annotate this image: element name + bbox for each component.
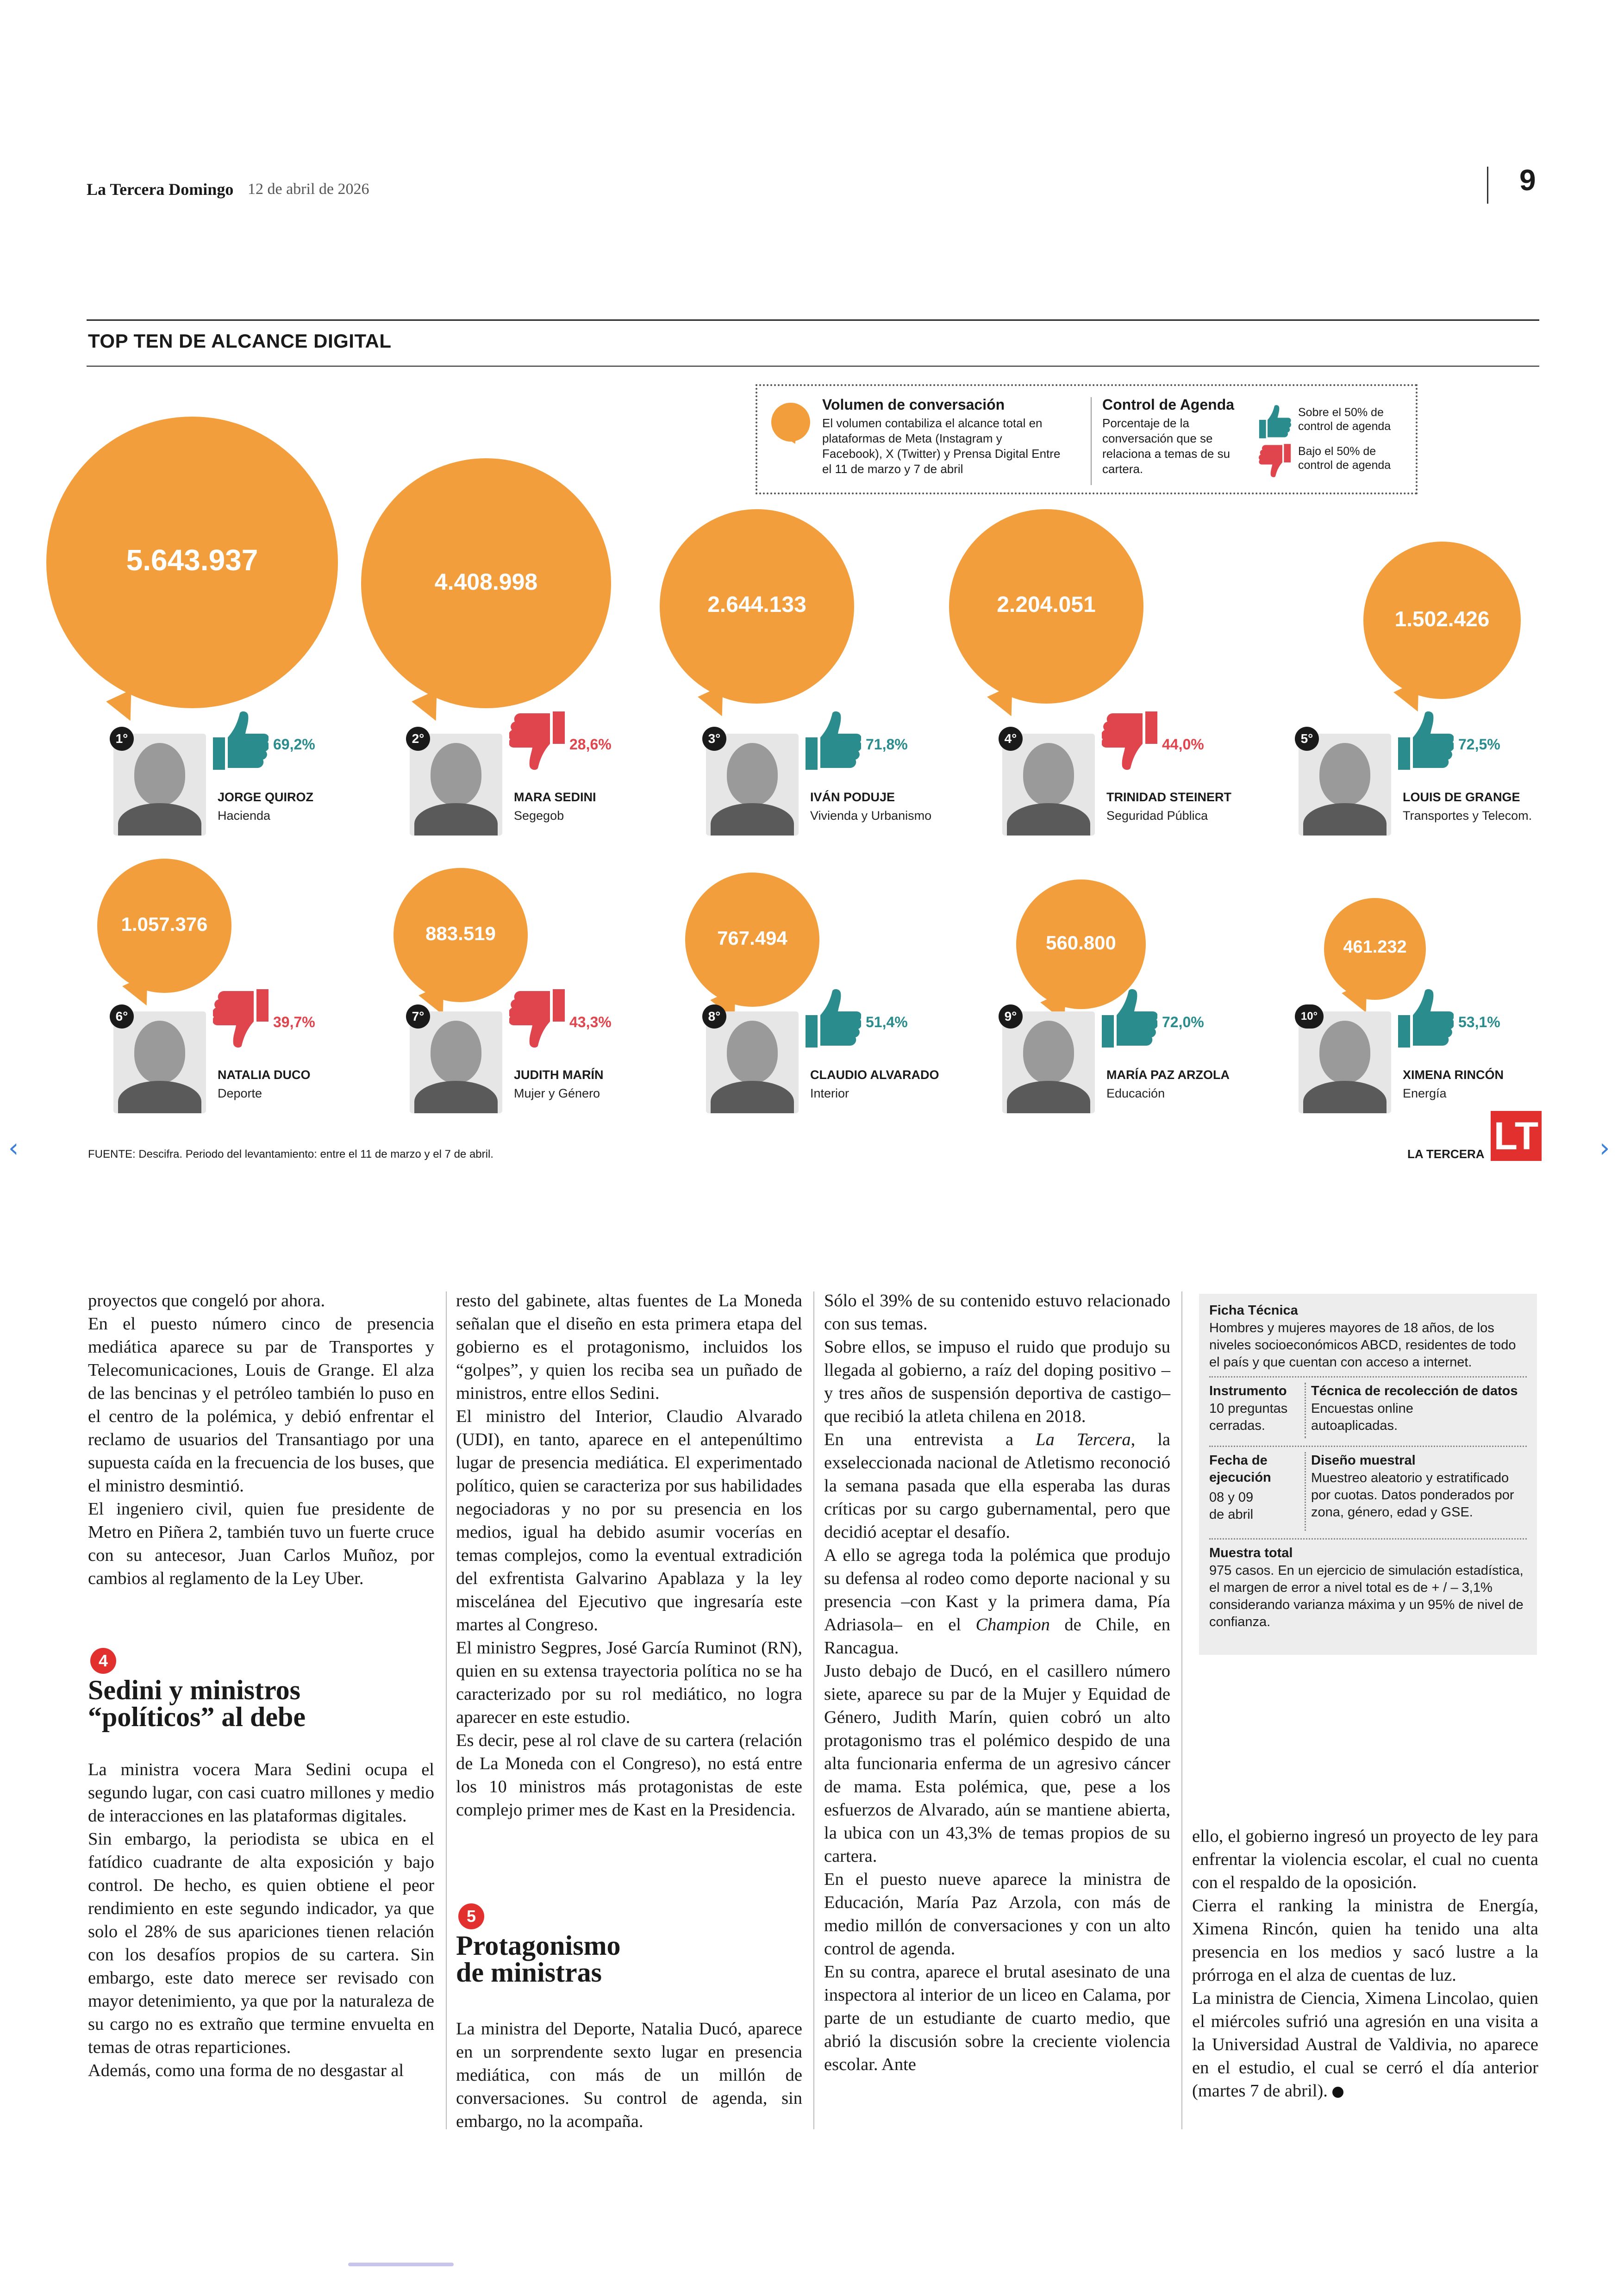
conversation-volume-value: 2.644.133 (707, 592, 806, 617)
conversation-volume-value: 883.519 (425, 922, 496, 944)
paragraph: ello, el gobierno ingresó un proyecto de ley para enfrentar la violencia escolar, el cual no cuenta con el respaldo de la oposición. (1192, 1827, 1538, 1892)
agenda-control-percent: 39,7% (273, 1014, 315, 1030)
legend-divider (1091, 397, 1092, 485)
ficha-instrument-value: 10 preguntas cerradas. (1209, 1401, 1288, 1433)
minister-portfolio: Energía (1403, 1086, 1447, 1100)
la-tercera-logo: LT (1491, 1111, 1542, 1161)
agenda-control-percent: 44,0% (1162, 736, 1204, 753)
column-divider (813, 1291, 814, 2129)
conversation-volume-value: 560.800 (1046, 931, 1116, 954)
conversation-volume-value: 767.494 (717, 927, 787, 949)
ficha-description: Hombres y mujeres mayores de 18 años, de los niveles socioeconómicos ABCD, residentes de todo el país y que cuentan con acceso a internet. (1209, 1321, 1516, 1370)
rank-badge: 6° (110, 1004, 134, 1029)
newspaper-name: La Tercera Domingo (87, 180, 234, 199)
paragraph: Sobre ellos, se impuso el ruido que produjo su llegada al gobierno, a raíz del doping positivo –y tres años de suspensión deportiva de castigo– que recibió la atleta chilena en 2018. (824, 1337, 1170, 1426)
newspaper-title-italic: La Tercera (1036, 1430, 1131, 1449)
minister-portfolio: Transportes y Telecom. (1403, 809, 1532, 823)
page-number: 9 (1519, 163, 1536, 197)
rank-badge: 4° (999, 727, 1023, 751)
paragraph (1192, 1987, 1538, 2102)
section-heading (88, 1677, 434, 1730)
paragraph: El ingeniero civil, quien fue presidente de Metro en Piñera 2, también tuvo un fuerte cruce con su antecesor, Juan Carlos Muñoz, por cambios al reglamento de la Ley Uber. (88, 1499, 434, 1588)
section-number-badge: 4 (90, 1648, 116, 1674)
minister-name: NATALIA DUCO (218, 1068, 311, 1082)
paragraph: Sin embargo, la periodista se ubica en el fatídico cuadrante de alta exposición y bajo control. De hecho, es quien obtiene el peor rendimiento en este segundo indicador, ya que solo el 28% de sus apariciones tienen relación con los desafíos propios de su cartera. Sin embargo, este dato merece ser revisado con mayor detenimiento, ya que por la naturaleza de su cargo no es extraño que termine envuelta en temas de otras reparticiones. (88, 1829, 434, 2057)
article-column-1 (88, 1289, 434, 1590)
article-column-2-continued (456, 2017, 802, 2133)
legend-control-title: Control de Agenda (1102, 396, 1235, 413)
legend-volume-title: Volumen de conversación (822, 396, 1005, 413)
paragraph (824, 1428, 1170, 1544)
conversation-volume-value: 2.204.051 (997, 592, 1096, 617)
thumbs-up-icon (806, 988, 861, 1048)
ficha-technique-value: Encuestas online autoaplicadas. (1311, 1401, 1413, 1433)
conversation-volume-value: 5.643.937 (126, 543, 258, 577)
rank-badge: 8° (702, 1004, 726, 1029)
paragraph: En su contra, aparece el brutal asesinato de una inspectora al interior de un liceo en Calama, por parte de un estudiante de cuarto medio, que abrió la discusión sobre la creciente violencia escolar. Ante (824, 1962, 1170, 2074)
section-heading-line: Protagonismo (456, 1930, 621, 1961)
paragraph: La ministra del Deporte, Natalia Ducó, aparece en un sorprendente sexto lugar en presencia mediática, con más de un millón de conversaciones. Su control de agenda, sin embargo, no la acompaña. (456, 2019, 802, 2131)
ficha-vertical-divider (1305, 1452, 1306, 1531)
agenda-control-percent: 69,2% (273, 736, 315, 753)
thumbs-up-icon (1398, 711, 1454, 771)
section-heading-line: de ministras (456, 1957, 602, 1988)
rank-badge: 1° (110, 727, 134, 751)
paragraph: El ministro del Interior, Claudio Alvarado (UDI), en tanto, aparece en el antepenúltimo lugar de presencia mediática. El experimentado político, quien se caracteriza por sus habilidades negociadoras y no por su presencia en los medios, igual ha debido asumir vocerías en temas complejos, como la eventual extradición del exfrentista Galvarino Apablaza y la ley miscelánea del Ejecutivo que ingresaría este martes al Congreso. (456, 1407, 802, 1634)
section-number-badge: 5 (458, 1903, 484, 1929)
legend-above-50-text: Sobre el 50% de control de agenda (1298, 406, 1391, 433)
paragraph: En el puesto nueve aparece la ministra de Educación, María Paz Arzola, con más de medio millón de conversaciones y con un alto control de agenda. (824, 1870, 1170, 1958)
agenda-control-percent: 72,0% (1162, 1014, 1204, 1030)
ficha-vertical-divider (1305, 1383, 1306, 1438)
ficha-divider (1209, 1446, 1527, 1447)
article-column-4 (1192, 1825, 1538, 2102)
ficha-date-heading: Fecha de ejecución (1209, 1453, 1271, 1485)
text-run: de Chile, en Rancagua. (824, 1615, 1170, 1658)
legend-below-50-text: Bajo el 50% de control de agenda (1298, 445, 1391, 472)
thumbs-up-icon (1258, 405, 1292, 441)
column-divider (1181, 1291, 1182, 2129)
paragraph: Justo debajo de Ducó, en el casillero número siete, aparece su par de la Mujer y Equidad de Género, Judith Marín, quien cobró un alto protagonismo tras el polémico despido de una alta funcionaria enferma de un agresivo cáncer de mama. Esta polémica, que, pese a los esfuerzos de Alvarado, aún se mantiene abierta, la ubica con un 43,3% de temas propios de su cartera. (824, 1661, 1170, 1866)
ficha-title: Ficha Técnica (1209, 1303, 1298, 1318)
ficha-divider (1209, 1538, 1527, 1540)
issue-date: 12 de abril de 2026 (248, 181, 369, 198)
article-column-3 (824, 1289, 1170, 2076)
infographic-top-rule (87, 319, 1539, 321)
paragraph (824, 1544, 1170, 1659)
event-name-italic: Champion (975, 1615, 1050, 1634)
ficha-design-heading: Diseño muestral (1311, 1453, 1416, 1468)
paragraph: La ministra vocera Mara Sedini ocupa el segundo lugar, con casi cuatro millones y medio de interacciones en las plataformas digitales. (88, 1760, 434, 1826)
conversation-volume-value: 1.502.426 (1394, 607, 1490, 631)
paragraph: Cierra el ranking la ministra de Energía, Ximena Rincón, quien ha tenido una alta presencia en los medios y sacó lustre a la prórroga en el alza de cuentas de luz. (1192, 1896, 1538, 1985)
rank-badge: 3° (702, 727, 726, 751)
minister-portfolio: Mujer y Género (514, 1086, 600, 1100)
thumbs-up-icon (806, 711, 861, 771)
agenda-control-percent: 51,4% (866, 1014, 908, 1030)
rank-badge: 2° (406, 727, 430, 751)
rank-badge: 5° (1295, 727, 1319, 751)
paragraph: Sólo el 39% de su contenido estuvo relacionado con sus temas. (824, 1291, 1170, 1334)
agenda-control-percent: 43,3% (569, 1014, 612, 1030)
paragraph: Además, como una forma de no desgastar al (88, 2061, 404, 2080)
conversation-volume-value: 461.232 (1343, 937, 1407, 957)
ficha-instrument-heading: Instrumento (1209, 1384, 1287, 1398)
infographic-legend (756, 384, 1418, 494)
agenda-control-percent: 71,8% (866, 736, 908, 753)
ficha-date-value: 08 y 09 de abril (1209, 1490, 1254, 1522)
ficha-design-value: Muestreo aleatorio y estratificado por cuotas. Datos ponderados por zona, género, edad y GSE. (1311, 1471, 1514, 1520)
end-mark-icon (1332, 2087, 1343, 2098)
minister-portfolio: Segegob (514, 809, 564, 823)
infographic-credit: LA TERCERA (1407, 1147, 1485, 1161)
ficha-sample-value: 975 casos. En un ejercicio de simulación estadística, el margen de error a nivel total es de + / – 3,1% considerando varianza máxima y un 95% de nivel de confianza. (1209, 1563, 1524, 1629)
text-run: A ello se agrega toda la polémica que produjo su defensa al rodeo como deporte nacional y su presencia –con Kast y la primera dama, Pía Adriasola– en el (824, 1546, 1170, 1634)
minister-name: CLAUDIO ALVARADO (810, 1068, 939, 1082)
technical-sheet-box (1199, 1294, 1537, 1655)
infographic-title-rule (87, 366, 1539, 367)
legend-control-description: Porcentaje de la conversación que se relaciona a temas de su cartera. (1102, 416, 1230, 476)
thumbs-up-icon (1398, 988, 1454, 1048)
thumbs-down-icon (509, 988, 565, 1048)
next-page-arrow-icon[interactable]: › (1599, 1133, 1610, 1163)
minister-name: JORGE QUIROZ (218, 790, 314, 804)
ficha-sample-heading: Muestra total (1209, 1546, 1293, 1560)
minister-name: MARA SEDINI (514, 790, 596, 804)
infographic-title: TOP TEN DE ALCANCE DIGITAL (88, 330, 392, 352)
article-column-2 (456, 1289, 802, 1821)
agenda-control-percent: 72,5% (1458, 736, 1500, 753)
text-run: La ministra de Ciencia, Ximena Lincolao, quien el miércoles sufrió una agresión en una visita a la Universidad Austral de Valdivia, no aparece en el estudio, el cual se cerró el día anterior (martes 7 de abril). (1192, 1989, 1538, 2101)
minister-name: JUDITH MARÍN (514, 1068, 604, 1082)
agenda-control-percent: 53,1% (1458, 1014, 1500, 1030)
agenda-control-percent: 28,6% (569, 736, 612, 753)
infographic-source: FUENTE: Descifra. Periodo del levantamiento: entre el 11 de marzo y el 7 de abril. (88, 1148, 493, 1160)
ficha-technique-heading: Técnica de recolección de datos (1311, 1384, 1518, 1398)
section-heading (456, 1932, 802, 1986)
paragraph: resto del gabinete, altas fuentes de La Moneda señalan que el diseño en esta primera etapa del gobierno es el protagonismo, incluidos los “golpes”, y quien los reciba sea un puñado de ministros, entre ellos Sedini. (456, 1291, 802, 1403)
minister-name: IVÁN PODUJE (810, 790, 895, 804)
thumbs-down-icon (213, 988, 269, 1048)
thumbs-up-icon (213, 711, 269, 771)
rank-badge: 10° (1295, 1004, 1324, 1029)
rank-badge: 7° (406, 1004, 430, 1029)
section-heading-line: Sedini y ministros (88, 1675, 300, 1705)
conversation-volume-value: 1.057.376 (121, 913, 208, 935)
rank-badge: 9° (999, 1004, 1023, 1029)
article-column-1-continued (88, 1758, 434, 2082)
thumbs-down-icon (1258, 443, 1292, 480)
minister-portfolio: Interior (810, 1086, 849, 1100)
section-heading-line: “políticos” al debe (88, 1702, 306, 1732)
minister-name: LOUIS DE GRANGE (1403, 790, 1520, 804)
column-divider (446, 1291, 447, 2129)
minister-portfolio: Educación (1106, 1086, 1165, 1100)
header-divider (1487, 167, 1488, 204)
text-run: En una entrevista a (824, 1430, 1036, 1449)
minister-portfolio: Deporte (218, 1086, 262, 1100)
ficha-divider (1209, 1376, 1527, 1378)
paragraph: El ministro Segpres, José García Ruminot (RN), quien en su extensa trayectoria política no se ha caracterizado por su rol mediático, no logra aparecer en este estudio. (456, 1638, 802, 1727)
legend-volume-description: El volumen contabiliza el alcance total en plataformas de Meta (Instagram y Facebook), X (Twitter) y Prensa Digital Entre el 11 de marzo y 7 de abril (822, 416, 1061, 476)
minister-portfolio: Hacienda (218, 809, 271, 823)
thumbs-down-icon (1102, 711, 1157, 771)
minister-portfolio: Vivienda y Urbanismo (810, 809, 932, 823)
minister-name: TRINIDAD STEINERT (1106, 790, 1231, 804)
scroll-indicator[interactable] (348, 2263, 454, 2266)
text-run: , la exseleccionada nacional de Atletismo reconoció la semana pasada que ella esperaba las duras críticas por su cargo gubernamental, pero que decidió aceptar el desafío. (824, 1430, 1170, 1542)
minister-name: XIMENA RINCÓN (1403, 1068, 1504, 1082)
minister-name: MARÍA PAZ ARZOLA (1106, 1068, 1230, 1082)
thumbs-down-icon (509, 711, 565, 771)
paragraph: Es decir, pese al rol clave de su cartera (relación de La Moneda con el Congreso), no está entre los 10 ministros más protagonistas de este complejo primer mes de Kast en la Presidencia. (456, 1731, 802, 1820)
conversation-volume-value: 4.408.998 (434, 568, 538, 595)
paragraph: proyectos que congeló por ahora. (88, 1291, 325, 1310)
paragraph: En el puesto número cinco de presencia mediática aparece su par de Transportes y Telecomunicaciones, Louis de Grange. El alza de las bencinas y el petróleo también lo puso en el centro de la polémica, y debió enfrentar el reclamo de usuarios del Transantiago por una supuesta caída en la frecuencia de los buses, que el ministro desmintió. (88, 1314, 434, 1496)
previous-page-arrow-icon[interactable]: ‹ (8, 1133, 19, 1163)
thumbs-up-icon (1102, 988, 1157, 1048)
minister-portfolio: Seguridad Pública (1106, 809, 1208, 823)
